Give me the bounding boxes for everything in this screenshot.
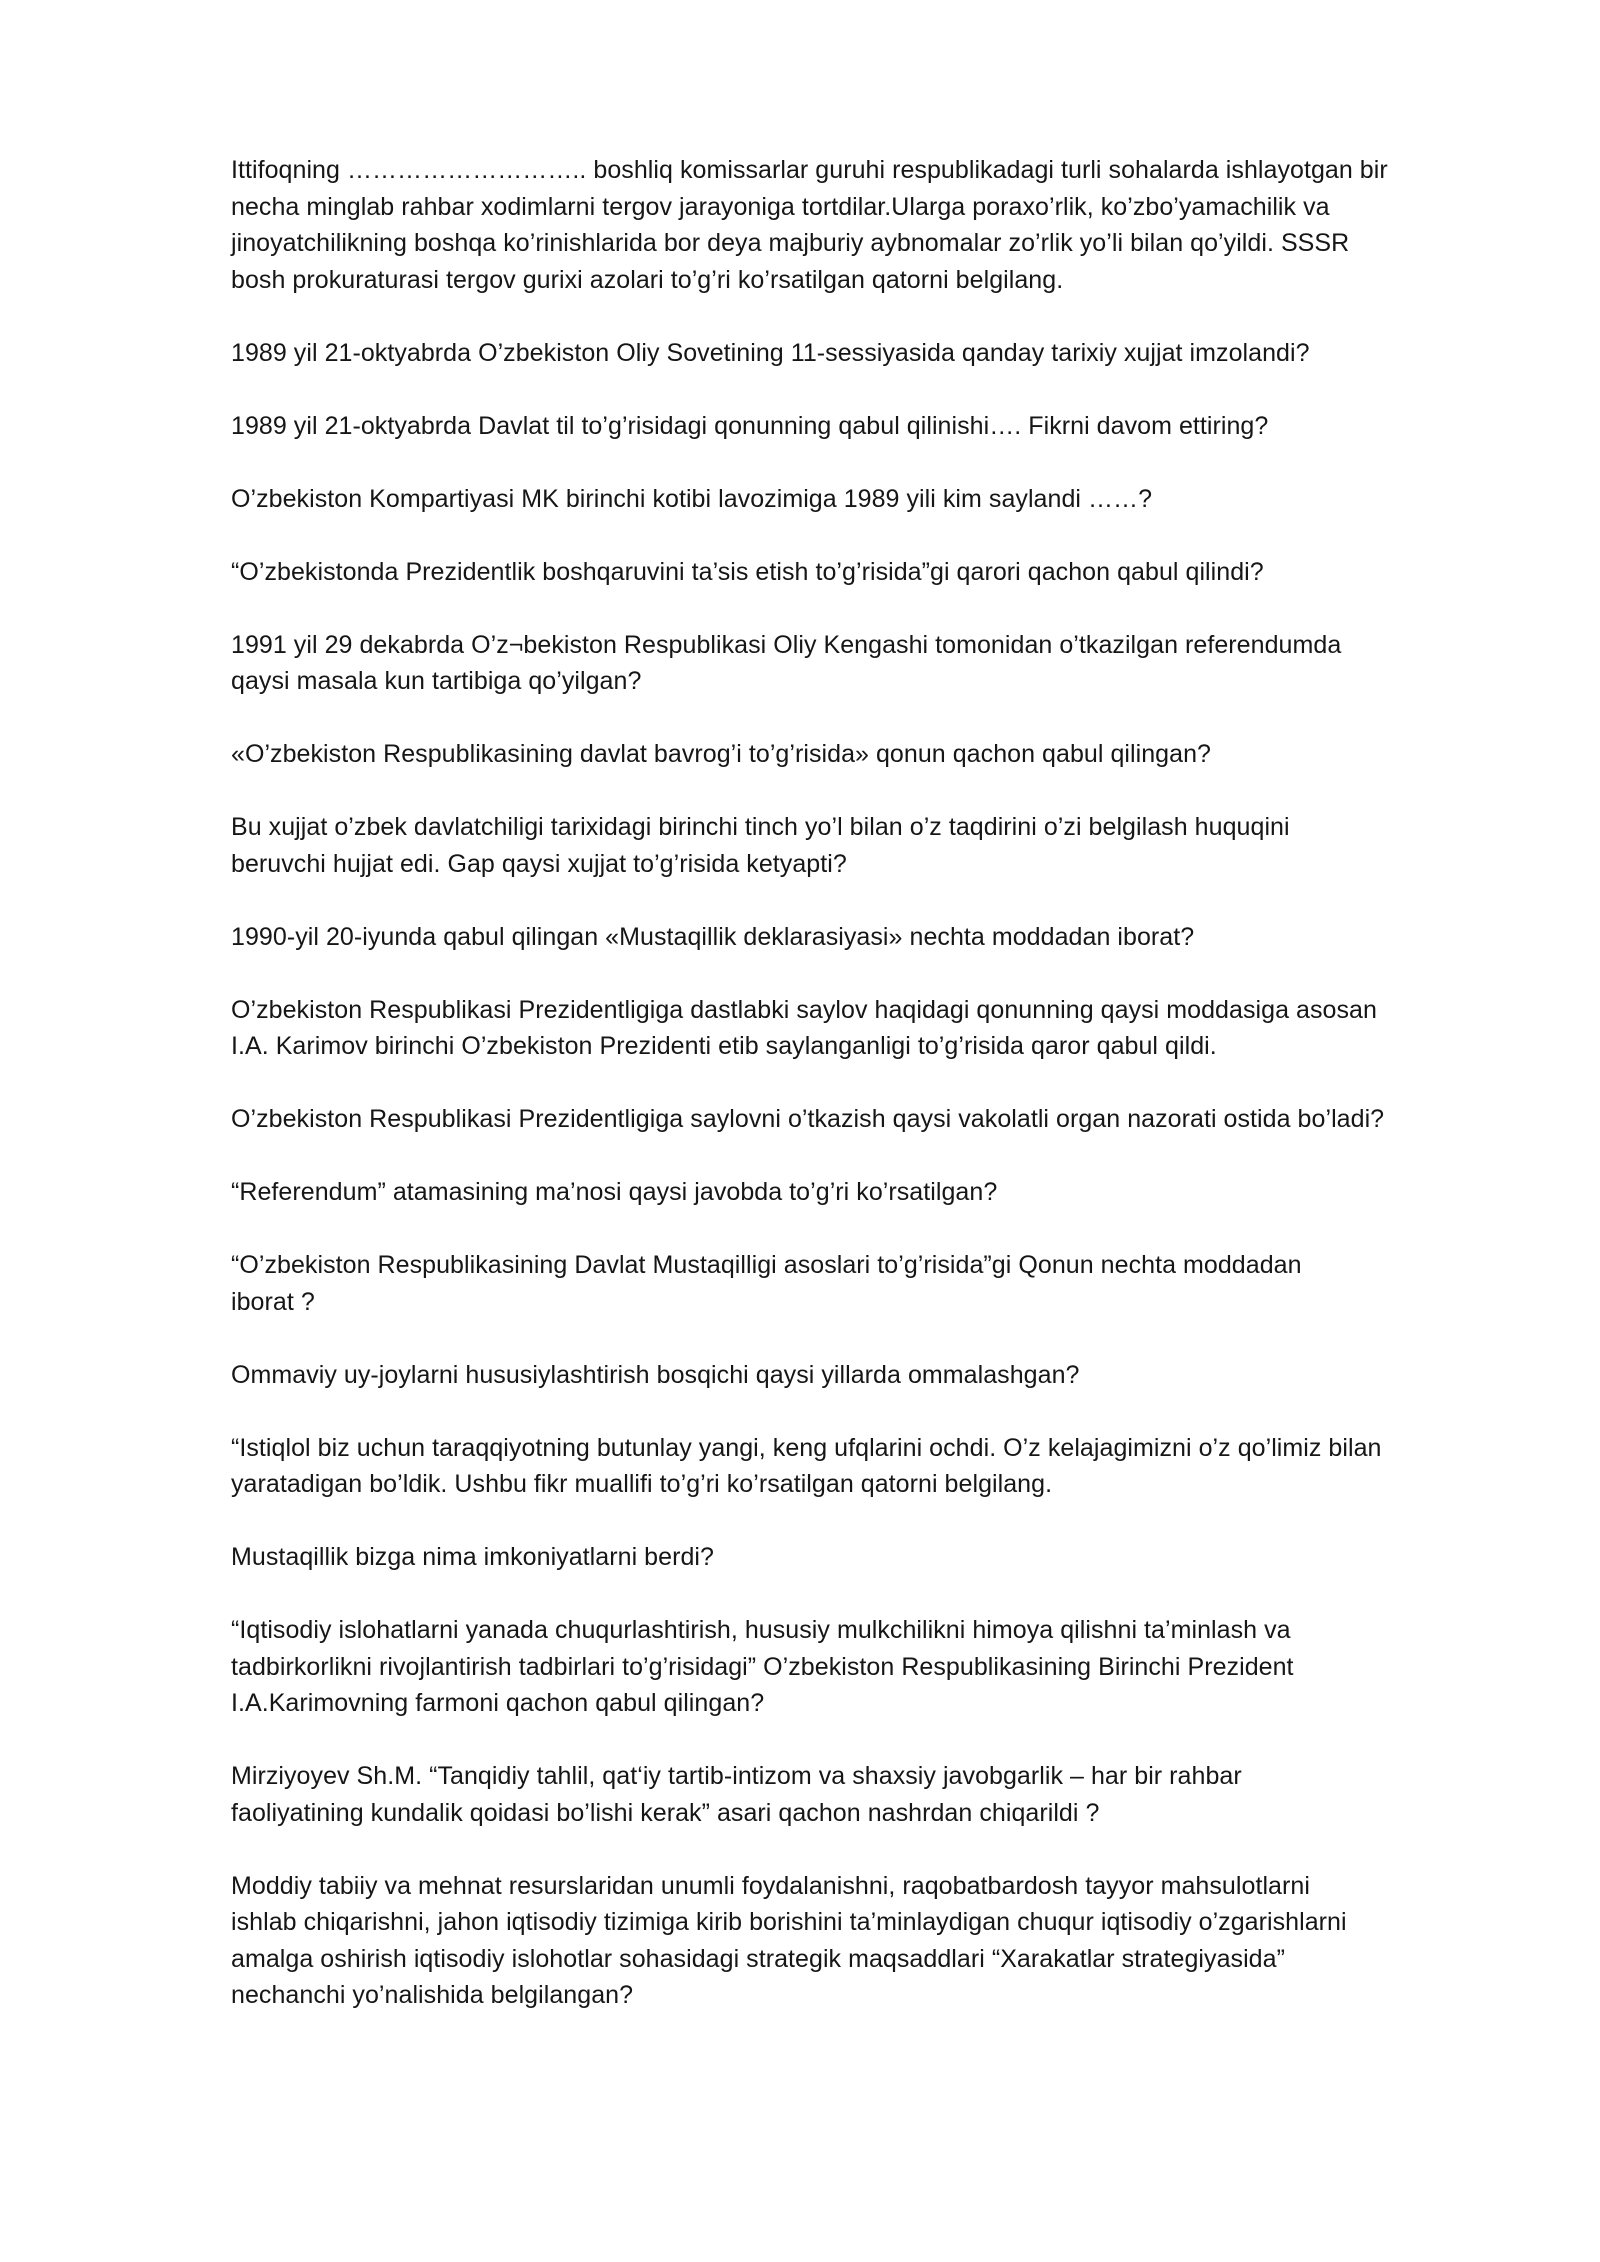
question-paragraph: Mustaqillik bizga nima imkoniyatlarni berdi? <box>231 1543 714 1571</box>
question-paragraph: «O’zbekiston Respublikasining davlat bavrog’i to’g’risida» qonun qachon qabul qilingan? <box>231 740 1211 768</box>
question-paragraph: “O’zbekiston Respublikasining Davlat Mustaqilligi asoslari to’g’risida”gi Qonun nechta moddadan iborat ? <box>231 1251 1302 1316</box>
question-paragraph: 1990-yil 20-iyunda qabul qilingan «Mustaqillik deklarasiyasi» nechta moddadan iborat? <box>231 922 1195 951</box>
question-paragraph: Ittifoqning ……………………….. boshliq komissarlar guruhi respublikadagi turli sohalarda ishlayotgan bir necha minglab rahbar xodimlarni tergov jarayoniga tortdilar.Ularga poraxo’rlik, ko’zbo’yamachilik va jinoyatchilikning boshqa ko’rinishlarida bor deya majburiy aybnomalar zo’rlik yo’li bilan qo’yildi. SSSR bosh prokuraturasi tergov gurixi azolari to’g’ri ko’rsatilgan qatorni belgilang. <box>231 156 1388 294</box>
question-paragraph: “O’zbekistonda Prezidentlik boshqaruvini ta’sis etish to’g’risida”gi qarori qachon qabul qilindi? <box>231 557 1264 586</box>
question-paragraph: “Istiqlol biz uchun taraqqiyotning butunlay yangi, keng ufqlarini ochdi. O’z kelajagimizni o’z qo’limiz bilan yaratadigan bo’ldik. Ushbu fikr muallifi to’g’ri ko’rsatilgan qatorni belgilang. <box>231 1433 1382 1498</box>
question-paragraph: O’zbekiston Respublikasi Prezidentligiga dastlabki saylov haqidagi qonunning qaysi moddasiga asosan I.A. Karimov birinchi O’zbekiston Prezidenti etib saylanganligi to’g’risida qaror qabul qildi. <box>231 995 1377 1060</box>
question-paragraph: “Referendum” atamasining ma’nosi qaysi javobda to’g’ri ko’rsatilgan? <box>231 1178 998 1206</box>
question-paragraph: O’zbekiston Respublikasi Prezidentligiga saylovni o’tkazish qaysi vakolatli organ nazorati ostida bo’ladi? <box>231 1105 1385 1133</box>
question-paragraph: 1989 yil 21-oktyabrda Davlat til to’g’risidagi qonunning qabul qilinishi…. Fikrni davom ettiring? <box>231 411 1269 440</box>
question-paragraph: O’zbekiston Kompartiyasi MK birinchi kotibi lavozimiga 1989 yili kim saylandi ……? <box>231 484 1153 513</box>
question-paragraph: 1989 yil 21-oktyabrda O’zbekiston Oliy Sovetining 11-sessiyasida qanday tarixiy xujjat imzolandi? <box>231 338 1310 367</box>
question-paragraph: Bu xujjat o’zbek davlatchiligi tarixidagi birinchi tinch yo’l bilan o’z taqdirini o’zi belgilash huquqini beruvchi hujjat edi. Gap qaysi xujjat to’g’risida ketyapti? <box>231 813 1290 878</box>
question-paragraph: Moddiy tabiiy va mehnat resurslaridan unumli foydalanishni, raqobatbardosh tayyor mahsulotlarni ishlab chiqarishni, jahon iqtisodiy tizimiga kirib borishini ta’minlaydigan chuqur iqtisodiy o’zgarishlarni amalga oshirish iqtisodiy islohotlar sohasidagi strategik maqsaddlari “Xarakatlar strategiyasida” nechanchi yo’nalishida belgilangan? <box>231 1871 1347 2009</box>
question-paragraph: 1991 yil 29 dekabrda O’z¬bekiston Respublikasi Oliy Kengashi tomonidan o’tkazilgan referendumda qaysi masala kun tartibiga qo’yilgan? <box>231 630 1342 695</box>
question-paragraph: “Iqtisodiy islohatlarni yanada chuqurlashtirish, hususiy mulkchilikni himoya qilishni ta’minlash va tadbirkorlikni rivojlantirish tadbirlari to’g’risidagi” O’zbekiston Respublikasining Birinchi Prezident I.A.Karimovning farmoni qachon qabul qilingan? <box>231 1616 1294 1717</box>
question-paragraph: Ommaviy uy-joylarni hususiylashtirish bosqichi qaysi yillarda ommalashgan? <box>231 1360 1080 1389</box>
document-body <box>231 152 1513 2050</box>
question-paragraph: Mirziyoyev Sh.M. “Tanqidiy tahlil, qat‘iy tartib-intizom va shaxsiy javobgarlik – har bir rahbar faoliyatining kundalik qoidasi bo’lishi kerak” asari qachon nashrdan chiqarildi ? <box>231 1762 1242 1827</box>
